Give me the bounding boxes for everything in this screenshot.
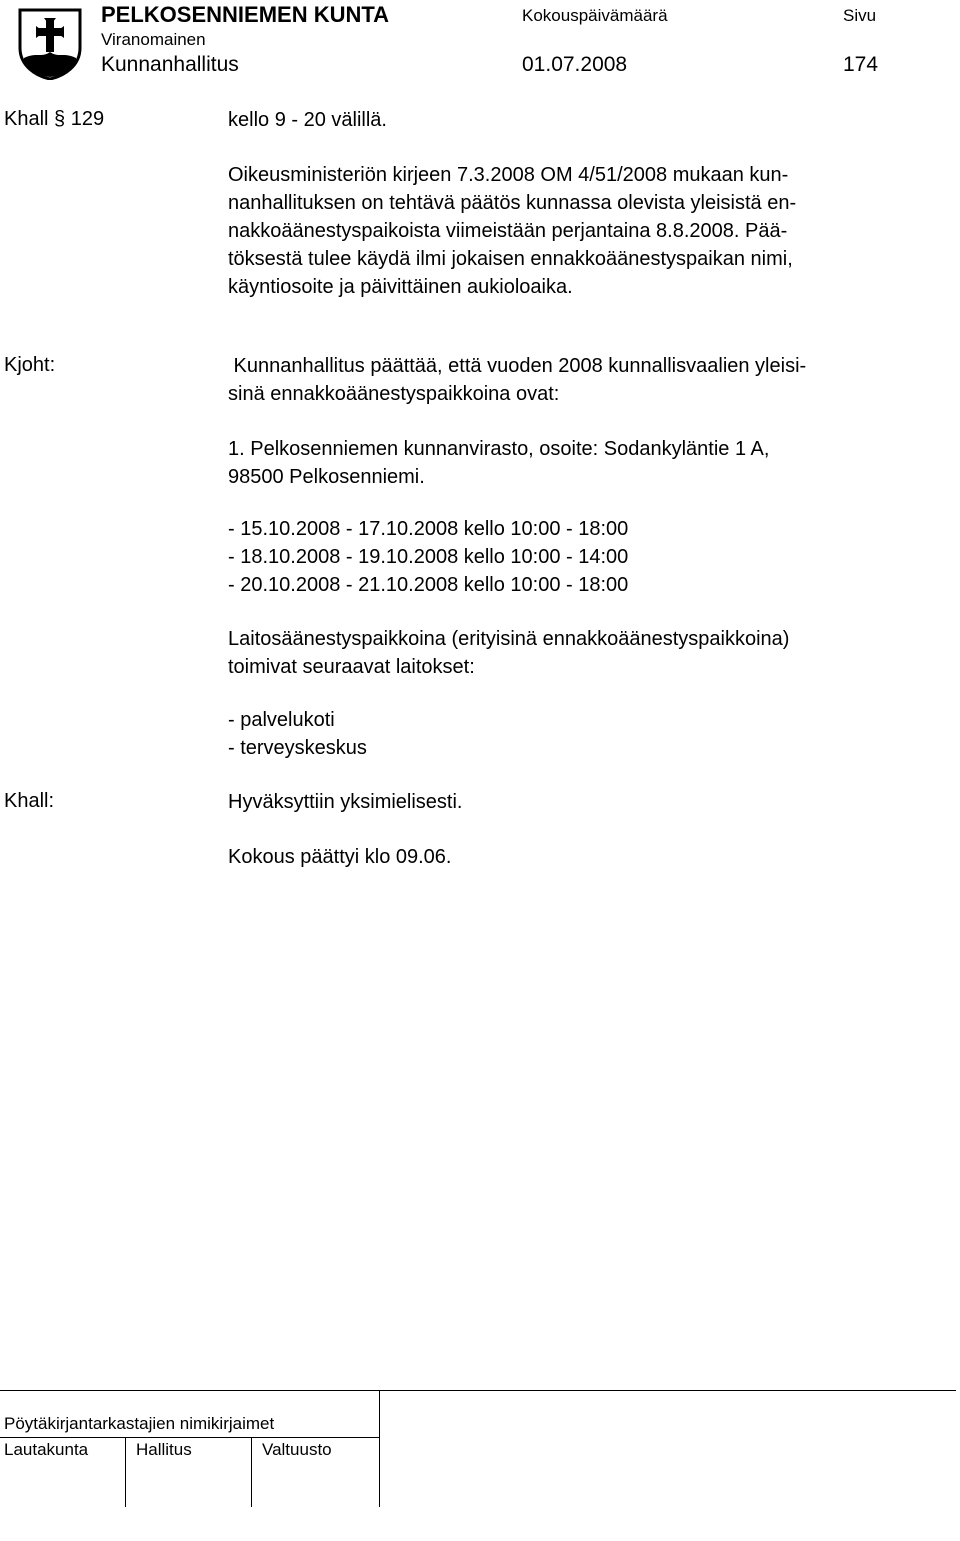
list-item: - terveyskeskus bbox=[228, 737, 367, 759]
institution-paragraph bbox=[228, 625, 789, 681]
opening-hours-list bbox=[228, 515, 628, 599]
decision-text: Hyväksyttiin yksimielisesti. bbox=[228, 791, 463, 813]
schedule-item: - 18.10.2008 - 19.10.2008 kello 10:00 - 14:00 bbox=[228, 546, 629, 568]
paragraph-line: Kunnanhallitus päättää, että vuoden 2008 kunnallisvaalien yleisi- bbox=[228, 355, 807, 377]
footer-column-separator bbox=[251, 1437, 252, 1507]
schedule-item: - 20.10.2008 - 21.10.2008 kello 10:00 - 18:00 bbox=[228, 574, 629, 596]
footer-column-separator bbox=[125, 1437, 126, 1507]
paragraph-line: käyntiosoite ja päivittäinen aukioloaika. bbox=[228, 276, 573, 298]
section-label: Khall § 129 bbox=[4, 108, 105, 130]
coat-of-arms-cross-icon bbox=[18, 8, 82, 80]
footer-column-lautakunta: Lautakunta bbox=[4, 1440, 89, 1459]
footer-title: Pöytäkirjantarkastajien nimikirjaimet bbox=[4, 1414, 275, 1433]
authority-label: Viranomainen bbox=[101, 30, 206, 49]
paragraph-line: toimivat seuraavat laitokset: bbox=[228, 656, 475, 678]
opening-line: kello 9 - 20 välillä. bbox=[228, 109, 387, 131]
footer-column-separator bbox=[379, 1390, 380, 1507]
footer-column-valtuusto: Valtuusto bbox=[262, 1440, 332, 1459]
schedule-item: - 15.10.2008 - 17.10.2008 kello 10:00 - 18:00 bbox=[228, 518, 629, 540]
paragraph-line: Laitosäänestyspaikkoina (erityisinä ennakkoäänestyspaikkoina) bbox=[228, 628, 790, 650]
paragraph-line: 98500 Pelkosenniemi. bbox=[228, 466, 425, 488]
organization-name: PELKOSENNIEMEN KUNTA bbox=[101, 2, 390, 27]
footer-top-rule bbox=[0, 1390, 956, 1391]
paragraph-line: nanhallituksen on tehtävä päätös kunnassa olevista yleisistä en- bbox=[228, 192, 797, 214]
authority-value: Kunnanhallitus bbox=[101, 53, 239, 76]
paragraph-line: sinä ennakkoäänestyspaikkoina ovat: bbox=[228, 383, 560, 405]
list-item: - palvelukoti bbox=[228, 709, 335, 731]
page-number: 174 bbox=[843, 53, 879, 76]
kjoht-label: Kjoht: bbox=[4, 354, 56, 376]
meeting-date: 01.07.2008 bbox=[522, 53, 628, 76]
date-label: Kokouspäivämäärä bbox=[522, 6, 668, 25]
page-label: Sivu bbox=[843, 6, 877, 25]
paragraph-line: töksestä tulee käydä ilmi jokaisen ennakkoäänestyspaikan nimi, bbox=[228, 248, 793, 270]
closing-text: Kokous päättyi klo 09.06. bbox=[228, 846, 452, 868]
polling-place-item bbox=[228, 435, 769, 491]
footer-column-hallitus: Hallitus bbox=[136, 1440, 192, 1459]
institution-list bbox=[228, 706, 367, 762]
paragraph-line: nakkoäänestyspaikoista viimeistään perjantaina 8.8.2008. Pää- bbox=[228, 220, 788, 242]
proposal-paragraph bbox=[228, 352, 806, 408]
khall-label: Khall: bbox=[4, 790, 55, 812]
paragraph-line: 1. Pelkosenniemen kunnanvirasto, osoite: Sodankyläntie 1 A, bbox=[228, 438, 770, 460]
background-paragraph bbox=[228, 161, 796, 301]
footer-divider bbox=[0, 1437, 380, 1438]
paragraph-line: Oikeusministeriön kirjeen 7.3.2008 OM 4/51/2008 mukaan kun- bbox=[228, 164, 789, 186]
